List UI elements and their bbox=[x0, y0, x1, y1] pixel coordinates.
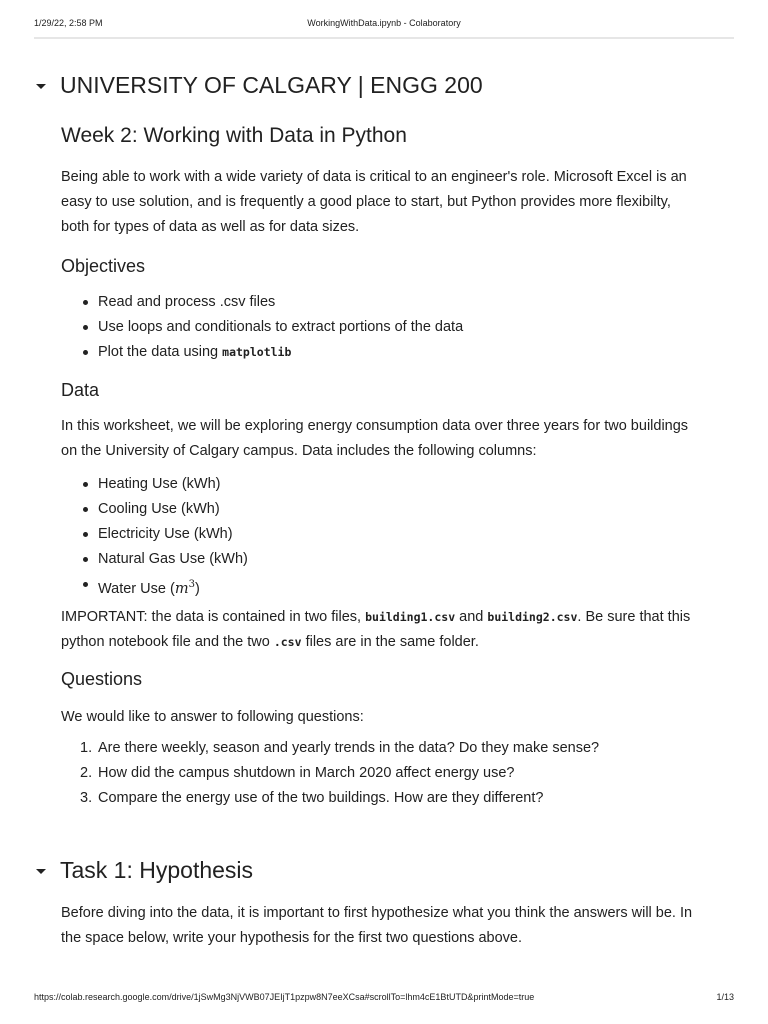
page-number: 1/13 bbox=[716, 992, 734, 1002]
section-task1-header[interactable] bbox=[36, 857, 253, 884]
list-item: Electricity Use (kWh) bbox=[61, 522, 721, 547]
week-title: Week 2: Working with Data in Python bbox=[61, 124, 407, 147]
list-item: 2. How did the campus shutdown in March 2020 affect energy use? bbox=[80, 765, 515, 781]
task1-line: the space below, write your hypothesis for the first two questions above. bbox=[61, 930, 523, 946]
data-line: In this worksheet, we will be exploring energy consumption data over three years for two buildings bbox=[61, 418, 689, 434]
intro-line: both for types of data as well as for data sizes. bbox=[61, 219, 360, 235]
list-item: Read and process .csv files bbox=[61, 290, 721, 315]
objectives-heading: Objectives bbox=[61, 256, 146, 276]
important-paragraph bbox=[61, 605, 721, 655]
columns-list bbox=[61, 472, 721, 597]
list-item: Natural Gas Use (kWh) bbox=[61, 547, 721, 572]
section-title: Task 1: Hypothesis bbox=[60, 857, 254, 883]
math-unit: $m^3$ bbox=[174, 579, 195, 597]
data-heading: Data bbox=[61, 380, 100, 400]
list-item: 1. Are there weekly, season and yearly trends in the data? Do they make sense? bbox=[80, 740, 600, 756]
list-item: Use loops and conditionals to extract portions of the data bbox=[61, 315, 721, 340]
intro-line: Being able to work with a wide variety of data is critical to an engineer's role. Microsoft Excel is an bbox=[61, 169, 687, 185]
list-item: Heating Use (kWh) bbox=[61, 472, 721, 497]
task1-paragraph bbox=[61, 901, 721, 951]
collapse-caret-icon[interactable] bbox=[36, 84, 46, 89]
print-url: https://colab.research.google.com/drive/1jSwMg3NjVWB07JEIjT1pzpw8N7eeXCsa#scrollTo=lhm4cE1BtUTD&printMode=true bbox=[34, 992, 535, 1002]
print-doc-title: WorkingWithData.ipynb - Colaboratory bbox=[307, 18, 461, 28]
important-line: python notebook file and the two .csv files are in the same folder. bbox=[61, 634, 479, 650]
questions-intro: We would like to answer to following questions: bbox=[61, 709, 364, 725]
inline-code: building1.csv bbox=[365, 610, 456, 624]
questions-list bbox=[61, 736, 721, 811]
list-item: Water Use $(m^3)$ bbox=[61, 572, 721, 597]
intro-paragraph bbox=[61, 165, 721, 240]
list-item: Cooling Use (kWh) bbox=[61, 497, 721, 522]
header-divider bbox=[34, 37, 734, 39]
questions-heading: Questions bbox=[61, 669, 143, 689]
inline-code: building2.csv bbox=[487, 610, 578, 624]
objectives-list bbox=[61, 290, 721, 365]
data-line: on the University of Calgary campus. Data includes the following columns: bbox=[61, 443, 537, 459]
list-item: Plot the data using matplotlib bbox=[61, 340, 721, 365]
inline-code: matplotlib bbox=[222, 345, 292, 359]
list-item: 3. Compare the energy use of the two buildings. How are they different? bbox=[80, 790, 544, 806]
important-line: IMPORTANT: the data is contained in two files, building1.csv and building2.csv. Be sure that this bbox=[61, 609, 691, 625]
inline-code: .csv bbox=[273, 635, 302, 649]
task1-line: Before diving into the data, it is important to first hypothesize what you think the answers will be. In bbox=[61, 905, 693, 921]
print-datetime: 1/29/22, 2:58 PM bbox=[34, 18, 103, 28]
section-university-header[interactable] bbox=[36, 72, 483, 99]
data-paragraph bbox=[61, 414, 721, 464]
collapse-caret-icon[interactable] bbox=[36, 869, 46, 874]
section-title: UNIVERSITY OF CALGARY | ENGG 200 bbox=[60, 72, 483, 98]
intro-line: easy to use solution, and is frequently a good place to start, but Python provides more flexibilty, bbox=[61, 194, 671, 210]
